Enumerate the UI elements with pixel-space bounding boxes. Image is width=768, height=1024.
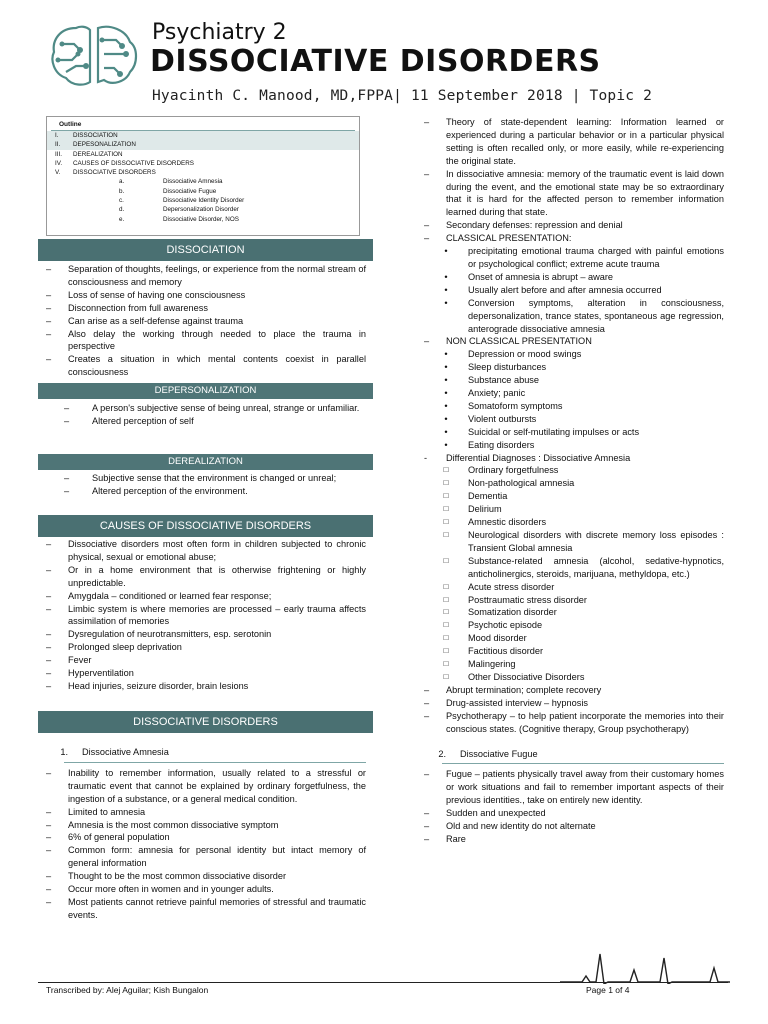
list-item: [46, 603, 366, 629]
dash-marker: –: [424, 697, 430, 708]
amnesia-rule: [64, 762, 366, 763]
list-item-text: Malingering: [468, 659, 516, 670]
amnesia-number: 1.: [60, 747, 68, 757]
list-item-text: Rare: [446, 833, 466, 844]
bullet-marker: •: [444, 349, 448, 360]
list-item-text: Thought to be the most common dissociative disorder: [68, 871, 287, 882]
dash-marker: –: [46, 264, 52, 274]
list-item: [46, 667, 366, 680]
outline-number: e.: [119, 215, 125, 223]
amnesia-section: [46, 746, 366, 922]
list-item: [424, 516, 724, 529]
list-item-text: Abrupt termination; complete recovery: [446, 684, 602, 695]
checkbox-marker-icon: □: [443, 555, 449, 565]
list-item: [424, 594, 724, 607]
causes-list: [46, 538, 366, 693]
checkbox-marker-icon: □: [443, 478, 449, 488]
section-derealization-header: DEREALIZATION: [38, 454, 373, 470]
dash-marker: –: [46, 896, 52, 907]
amnesia-heading: [46, 746, 366, 759]
dash-marker: –: [46, 289, 52, 300]
list-item-text: Mood disorder: [468, 633, 527, 644]
list-item: [424, 820, 724, 833]
dash-marker: –: [46, 819, 52, 830]
bullet-marker: •: [444, 388, 448, 399]
list-item-text: Conversion symptoms, alteration in consciousness, depersonalization, trance states, spontaneous age regression, anterograde dissociative amnesia: [468, 297, 724, 334]
list-item: [424, 387, 724, 400]
checkbox-marker-icon: □: [443, 465, 449, 475]
outline-number: c.: [119, 197, 124, 205]
list-item-text: Non-pathological amnesia: [468, 478, 575, 489]
dash-marker: –: [46, 767, 52, 778]
list-item-text: Altered perception of self: [92, 415, 194, 426]
outline-subitem: [47, 215, 359, 224]
list-item: [46, 485, 366, 498]
list-item: [46, 844, 366, 870]
list-item: [46, 767, 366, 806]
checkbox-marker-icon: □: [443, 594, 449, 604]
amnesia-title: Dissociative Amnesia: [82, 747, 169, 757]
list-item: [424, 361, 724, 374]
list-item: [424, 658, 724, 671]
list-item: [424, 490, 724, 503]
list-item: [424, 426, 724, 439]
dash-marker: –: [424, 710, 430, 721]
list-item: [424, 116, 724, 168]
dash-marker: –: [46, 680, 52, 691]
list-item: [424, 335, 724, 348]
list-item: [46, 628, 366, 641]
list-item: [46, 870, 366, 883]
list-item-text: Depression or mood swings: [468, 349, 582, 360]
footer-transcribers: Transcribed by: Alej Aguilar; Kish Bungalon: [46, 985, 209, 995]
section-dissociative-disorders-header: DISSOCIATIVE DISORDERS: [38, 711, 373, 733]
dash-marker: –: [46, 539, 52, 549]
list-item-text: Old and new identity do not alternate: [446, 821, 596, 832]
list-item: [424, 807, 724, 820]
list-item: [424, 413, 724, 426]
footer-page-number: Page 1 of 4: [586, 985, 630, 995]
outline-label: DEREALIZATION: [73, 150, 123, 158]
list-item-text: Most patients cannot retrieve painful memories of stressful and traumatic events.: [68, 896, 366, 920]
list-item-text: Theory of state-dependent learning: Information learned or experienced during a particular behavior or in a particular physical setting is often recalled only, or more easily, while re-experiencing the original state.: [446, 117, 724, 166]
dash-marker: –: [46, 884, 52, 895]
list-item: [424, 168, 724, 220]
bullet-marker: •: [444, 271, 448, 282]
bullet-marker: •: [444, 246, 448, 257]
bullet-marker: •: [444, 400, 448, 411]
list-item-text: Limited to amnesia: [68, 806, 146, 817]
checkbox-marker-icon: □: [443, 671, 449, 681]
outline-subitem: [47, 187, 359, 196]
list-item-text: Eating disorders: [468, 439, 535, 450]
outline-item: [47, 159, 359, 168]
list-item-text: Inability to remember information, usually related to a stressful or traumatic event that cannot be explained by ordinary forgetfulness, the ingestion of a substance, or a general medical condition.: [68, 767, 366, 804]
list-item: [46, 302, 366, 315]
list-item-text: Limbic system is where memories are processed – early trauma affects assimilation of memories: [68, 603, 366, 627]
list-item: [424, 348, 724, 361]
heartbeat-line-icon: [560, 950, 730, 984]
list-item: [424, 671, 724, 684]
list-item: [46, 564, 366, 590]
outline-label: Dissociative Fugue: [163, 187, 217, 195]
nonclassical-heading: NON CLASSICAL PRESENTATION: [446, 336, 592, 347]
section-causes-header: CAUSES OF DISSOCIATIVE DISORDERS: [38, 515, 373, 537]
list-item-text: Secondary defenses: repression and denial: [446, 220, 623, 231]
list-item: [46, 654, 366, 667]
list-item-text: Sleep disturbances: [468, 362, 547, 373]
outline-box: [46, 116, 360, 236]
outline-number: I.: [55, 132, 59, 139]
list-item: [46, 819, 366, 832]
list-item: [46, 263, 366, 289]
list-item: [46, 590, 366, 603]
outline-title: Outline: [51, 117, 355, 131]
dash-marker: –: [64, 403, 70, 413]
list-item-text: Substance abuse: [468, 375, 540, 386]
outline-number: IV.: [55, 159, 63, 167]
list-item: [424, 645, 724, 658]
list-item-text: Anxiety; panic: [468, 388, 526, 399]
list-item: [424, 684, 724, 697]
list-item-text: Dementia: [468, 491, 508, 502]
dash-marker: –: [46, 629, 52, 640]
list-item-text: precipitating emotional trauma charged with painful emotions or psychological conflict; extreme acute trauma: [468, 246, 724, 269]
dash-marker: –: [46, 806, 52, 817]
list-item-text: Hyperventilation: [68, 668, 134, 679]
outline-label: Dissociative Disorder, NOS: [163, 215, 239, 223]
dash-marker: –: [424, 117, 430, 127]
list-item: [46, 315, 366, 328]
list-item: [424, 452, 724, 465]
dash-marker: –: [46, 590, 52, 601]
list-item-text: Ordinary forgetfulness: [468, 465, 559, 476]
bullet-marker: •: [444, 413, 448, 424]
list-item-text: Onset of amnesia is abrupt – aware: [468, 271, 614, 282]
list-item: [46, 353, 366, 379]
list-item-text: A person's subjective sense of being unreal, strange or unfamiliar.: [92, 403, 360, 413]
fugue-rule: [442, 763, 724, 764]
dash-marker: –: [64, 415, 70, 426]
list-item-text: In dissociative amnesia: memory of the traumatic event is laid down during the event, and the emotional state may be so extraordinary that it is hard for the affected person to remember information learned during that state.: [446, 168, 724, 218]
list-item: [424, 284, 724, 297]
list-item: [46, 328, 366, 354]
list-item-text: Loss of sense of having one consciousness: [68, 289, 246, 300]
list-item: [424, 581, 724, 594]
dash-marker: –: [46, 302, 52, 313]
list-item-text: Substance-related amnesia (alcohol, sedative-hypnotics, anticholinergics, steroids, marijuana, methyldopa, etc.): [468, 555, 724, 579]
outline-label: Depersonalization Disorder: [163, 206, 239, 214]
list-item-text: Fever: [68, 655, 92, 666]
outline-item: [47, 150, 359, 159]
list-item-text: Head injuries, seizure disorder, brain lesions: [68, 680, 249, 691]
dash-marker: –: [424, 336, 430, 347]
list-item-text: Dissociative disorders most often form in children subjected to chronic physical, sexual or emotional abuse;: [68, 539, 366, 562]
list-item: [424, 768, 724, 807]
list-item: [424, 697, 724, 710]
list-item: [46, 641, 366, 654]
dash-marker: -: [424, 452, 428, 463]
list-item: [424, 219, 724, 232]
list-item-text: Subjective sense that the environment is changed or unreal;: [92, 473, 337, 483]
right-column: [424, 116, 724, 846]
list-item: [424, 619, 724, 632]
list-item-text: Or in a home environment that is otherwise frightening or highly unpredictable.: [68, 564, 366, 588]
list-item: [424, 632, 724, 645]
section-dissociation-header: DISSOCIATION: [38, 239, 373, 261]
checkbox-marker-icon: □: [443, 504, 449, 514]
list-item-text: Amnestic disorders: [468, 517, 547, 528]
list-item-text: Drug-assisted interview – hypnosis: [446, 697, 588, 708]
dash-marker: –: [424, 168, 430, 179]
brain-circuit-logo-icon: [46, 20, 142, 92]
checkbox-marker-icon: □: [443, 633, 449, 643]
list-item-text: Fugue – patients physically travel away from their customary homes or work situations and fail to remember important aspects of their previous identities., take on entirely new identity.: [446, 769, 724, 806]
list-item-text: Disconnection from full awareness: [68, 302, 208, 313]
dash-marker: –: [46, 871, 52, 882]
checkbox-marker-icon: □: [443, 517, 449, 527]
list-item-text: Factitious disorder: [468, 646, 544, 657]
list-item: [424, 245, 724, 271]
list-item: [46, 538, 366, 564]
bullet-marker: •: [444, 362, 448, 373]
footer-rule: [38, 982, 728, 983]
list-item: [46, 680, 366, 693]
checkbox-marker-icon: □: [443, 646, 449, 656]
fugue-number: 2.: [438, 748, 446, 759]
bullet-marker: •: [444, 375, 448, 386]
outline-item: [47, 131, 359, 140]
list-item: [424, 477, 724, 490]
dash-marker: –: [46, 315, 52, 326]
list-item: [424, 464, 724, 477]
list-item-text: Psychotherapy – to help patient incorporate the memories into their conscious states. (Cognitive therapy, Group psychotherapy): [446, 710, 724, 734]
list-item-text: Posttraumatic stress disorder: [468, 594, 587, 605]
outline-item: [47, 168, 359, 177]
checkbox-marker-icon: □: [443, 607, 449, 617]
dash-marker: –: [424, 220, 430, 231]
list-item: [46, 806, 366, 819]
list-item-text: Creates a situation in which mental contents coexist in parallel consciousness: [68, 354, 366, 378]
outline-item: [47, 140, 359, 149]
list-item-text: Somatoform symptoms: [468, 400, 563, 411]
list-item-text: Psychotic episode: [468, 620, 543, 631]
outline-number: b.: [119, 187, 125, 195]
dash-marker: –: [424, 233, 430, 244]
list-item-text: Delirium: [468, 504, 502, 515]
list-item: [424, 400, 724, 413]
list-item-text: 6% of general population: [68, 832, 170, 843]
dash-marker: –: [46, 354, 52, 365]
list-item-text: Dysregulation of neurotransmitters, esp. serotonin: [68, 629, 272, 640]
list-item-text: Suicidal or self-mutilating impulses or acts: [468, 426, 640, 437]
list-item: [424, 439, 724, 452]
list-item-text: Sudden and unexpected: [446, 808, 546, 819]
outline-subitem: [47, 196, 359, 205]
list-item: [424, 529, 724, 555]
dash-marker: –: [424, 769, 430, 780]
list-item: [46, 831, 366, 844]
bullet-marker: •: [444, 439, 448, 450]
list-item: [424, 374, 724, 387]
list-item-text: Other Dissociative Disorders: [468, 671, 585, 682]
list-item: [46, 415, 366, 428]
fugue-heading: [424, 748, 724, 761]
course-subject: Psychiatry 2: [152, 20, 287, 45]
dash-marker: –: [46, 832, 52, 843]
bullet-marker: •: [444, 284, 448, 295]
dash-marker: –: [424, 821, 430, 832]
list-item: [424, 606, 724, 619]
outline-label: CAUSES OF DISSOCIATIVE DISORDERS: [73, 159, 194, 167]
dash-marker: –: [46, 642, 52, 653]
list-item-text: Common form: amnesia for personal identity but intact memory of general information: [68, 845, 366, 869]
list-item-text: Usually alert before and after amnesia occurred: [468, 284, 662, 295]
outline-number: d.: [119, 206, 125, 214]
fugue-title: Dissociative Fugue: [460, 748, 538, 759]
list-item: [424, 710, 724, 736]
dash-marker: –: [64, 473, 70, 483]
checkbox-marker-icon: □: [443, 581, 449, 591]
list-item-text: Prolonged sleep deprivation: [68, 642, 182, 653]
dash-marker: –: [64, 485, 70, 496]
list-item-text: Altered perception of the environment.: [92, 485, 248, 496]
list-item-text: Amygdala – conditioned or learned fear response;: [68, 590, 272, 601]
list-item: [424, 271, 724, 284]
list-item-text: Amnesia is the most common dissociative symptom: [68, 819, 279, 830]
list-item: [424, 297, 724, 336]
dash-marker: –: [46, 655, 52, 666]
bullet-marker: •: [444, 297, 448, 308]
checkbox-marker-icon: □: [443, 620, 449, 630]
outline-number: V.: [55, 169, 61, 177]
derealization-list: [46, 472, 366, 498]
dash-marker: –: [46, 603, 52, 614]
dash-marker: –: [46, 845, 52, 856]
list-item-text: Somatization disorder: [468, 607, 557, 618]
list-item-text: Separation of thoughts, feelings, or experience from the normal stream of consciousness and memory: [68, 264, 366, 287]
outline-number: II.: [55, 141, 61, 149]
list-item: [46, 896, 366, 922]
lecturer-byline: Hyacinth C. Manood, MD,FPPA| 11 September 2018 | Topic 2: [152, 88, 653, 104]
bullet-marker: •: [444, 426, 448, 437]
list-item-text: CLASSICAL PRESENTATION:: [446, 233, 572, 244]
outline-label: DEPESONALIZATION: [73, 141, 136, 149]
checkbox-marker-icon: □: [443, 659, 449, 669]
list-item-text: Neurological disorders with discrete memory loss episodes : Transient Global amnesia: [468, 530, 724, 553]
list-item-text: Can arise as a self-defense against trauma: [68, 315, 244, 326]
list-item: [46, 289, 366, 302]
list-item-text: Also delay the working through needed to place the trauma in perspective: [68, 328, 366, 352]
page-title: DISSOCIATIVE DISORDERS: [150, 44, 601, 79]
checkbox-marker-icon: □: [443, 530, 449, 539]
list-item: [424, 503, 724, 516]
list-item: [46, 883, 366, 896]
dash-marker: –: [424, 833, 430, 844]
list-item: [424, 232, 724, 245]
outline-subitem: [47, 177, 359, 186]
dash-marker: –: [46, 328, 52, 339]
list-item-text: Violent outbursts: [468, 413, 537, 424]
outline-label: Dissociative Amnesia: [163, 178, 223, 186]
dash-marker: –: [46, 668, 52, 679]
dash-marker: –: [424, 684, 430, 695]
list-item-text: Acute stress disorder: [468, 581, 555, 592]
outline-label: Dissociative Identity Disorder: [163, 197, 245, 205]
outline-subitem: [47, 205, 359, 214]
list-item: [424, 555, 724, 581]
list-item-text: Occur more often in women and in younger adults.: [68, 884, 274, 895]
outline-number: III.: [55, 150, 62, 158]
ddx-heading: Differential Diagnoses : Dissociative Amnesia: [446, 452, 631, 463]
outline-label: DISSOCIATION: [73, 132, 118, 139]
checkbox-marker-icon: □: [443, 491, 449, 501]
dash-marker: –: [46, 564, 52, 575]
list-item: [46, 472, 366, 485]
dash-marker: –: [424, 808, 430, 819]
outline-number: a.: [119, 178, 125, 186]
list-item: [424, 833, 724, 846]
section-depersonalization-header: DEPERSONALIZATION: [38, 383, 373, 399]
outline-label: DISSOCIATIVE DISORDERS: [73, 169, 156, 177]
list-item: [46, 402, 366, 415]
depersonalization-list: [46, 402, 366, 428]
dissociation-list: [46, 263, 366, 379]
